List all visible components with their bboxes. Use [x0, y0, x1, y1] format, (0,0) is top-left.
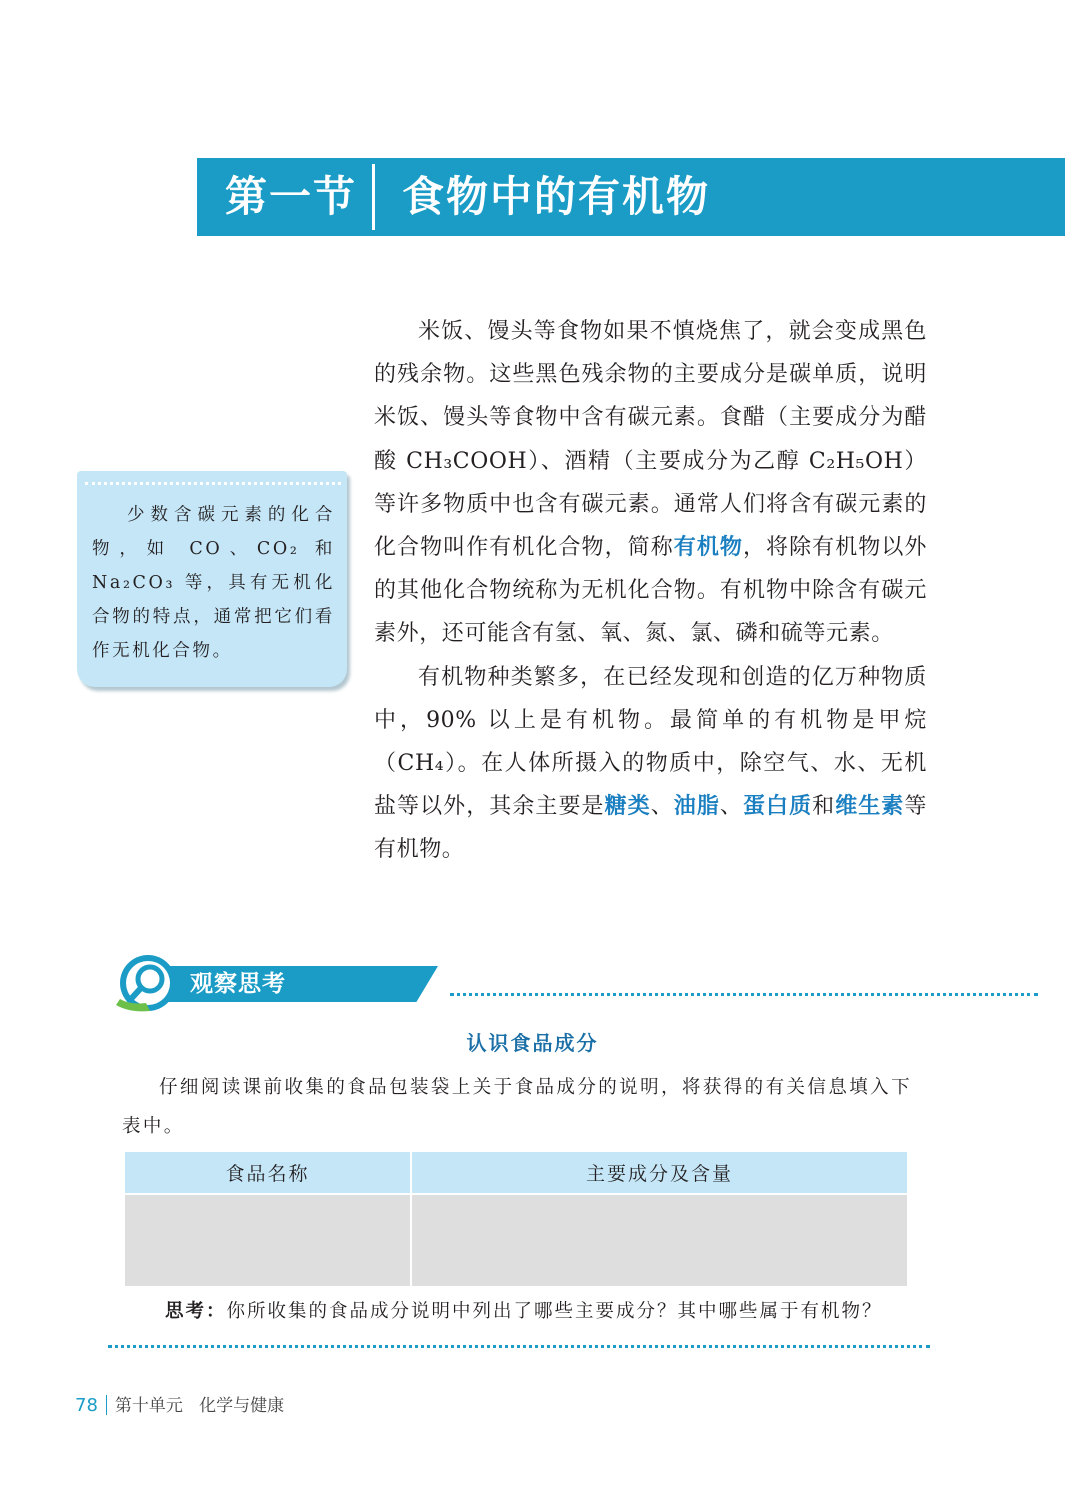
keyword-fat: 油脂 — [673, 794, 720, 820]
paragraph-2 — [374, 656, 927, 872]
bottom-dotted-line — [108, 1345, 930, 1348]
think-label: 思考： — [165, 1301, 227, 1322]
food-name-cell[interactable] — [124, 1194, 411, 1287]
paragraph-2-part-b: 等有机物。 — [374, 794, 927, 863]
paragraph-1-part-b: ，将除有机物以外的其他化合物统称为无机化合物。有机物中除含有碳元素外，还可能含有氢、氧、氮、氯、磷和硫等元素。 — [374, 535, 927, 647]
paragraph-1-part-a: 米饭、馒头等食物如果不慎烧焦了，就会变成黑色的残余物。这些黑色残余物的主要成分是碳单质，说明米饭、馒头等食物中含有碳元素。食醋（主要成分为醋酸 CH₃COOH）、酒精（主要成分为乙醇 C₂H₅OH）等许多物质中也含有碳元素。通常人们将含有碳元素的化合物叫作有机化合物，简称 — [374, 319, 927, 561]
activity-title: 认识食品成分 — [466, 1031, 599, 1055]
keyword-protein: 蛋白质 — [742, 794, 813, 820]
table-header-row — [124, 1151, 908, 1194]
conjunction: 和 — [812, 794, 836, 820]
footer-divider — [106, 1395, 107, 1415]
keyword-sugar: 糖类 — [604, 794, 651, 820]
activity-number: 10–1 — [341, 971, 408, 1000]
table-header-main-components: 主要成分及含量 — [411, 1151, 908, 1194]
activity-header — [108, 953, 930, 1015]
activity-instruction: 仔细阅读课前收集的食品包装袋上关于食品成分的说明，将获得的有关信息填入下表中。 — [122, 1077, 912, 1137]
activity-dotted-line — [450, 993, 1038, 996]
think-text: 你所收集的食品成分说明中列出了哪些主要成分？其中哪些属于有机物？ — [226, 1301, 883, 1322]
title-divider — [372, 164, 375, 230]
sidenote-dotted-line — [85, 482, 341, 485]
paragraph-1 — [374, 310, 927, 656]
table-header-food-name: 食品名称 — [124, 1151, 411, 1194]
body-text — [374, 310, 927, 872]
table-row — [124, 1194, 908, 1287]
footer-topic: 化学与健康 — [199, 1396, 285, 1416]
section-title-bar — [197, 158, 1065, 236]
separator: 、 — [719, 794, 743, 820]
separator: 、 — [650, 794, 674, 820]
section-title: 食物中的有机物 — [402, 172, 711, 221]
sidenote-text: 少数含碳元素的化合物，如 CO、CO₂ 和 Na₂CO₃ 等，具有无机化合物的特点，通常把它们看作无机化合物。 — [92, 505, 335, 661]
food-info-table — [123, 1150, 909, 1288]
footer-unit: 第十单元 — [114, 1396, 183, 1416]
activity-label: 观察思考 — [190, 971, 286, 997]
components-cell[interactable] — [411, 1194, 908, 1287]
keyword-vitamin: 维生素 — [835, 794, 905, 820]
page-footer — [75, 1395, 284, 1417]
paragraph-2-part-a: 有机物种类繁多，在已经发现和创造的亿万种物质中，90% 以上是有机物。最简单的有机物是甲烷（CH₄）。在人体所摄入的物质中，除空气、水、无机盐等以外，其余主要是 — [374, 664, 927, 820]
magnifier-icon — [110, 953, 180, 1015]
page-number: 78 — [75, 1395, 98, 1416]
section-number: 第一节 — [225, 172, 358, 221]
keyword-organic: 有机物 — [673, 535, 743, 561]
think-question — [165, 1297, 883, 1327]
sidenote-box — [77, 471, 347, 687]
